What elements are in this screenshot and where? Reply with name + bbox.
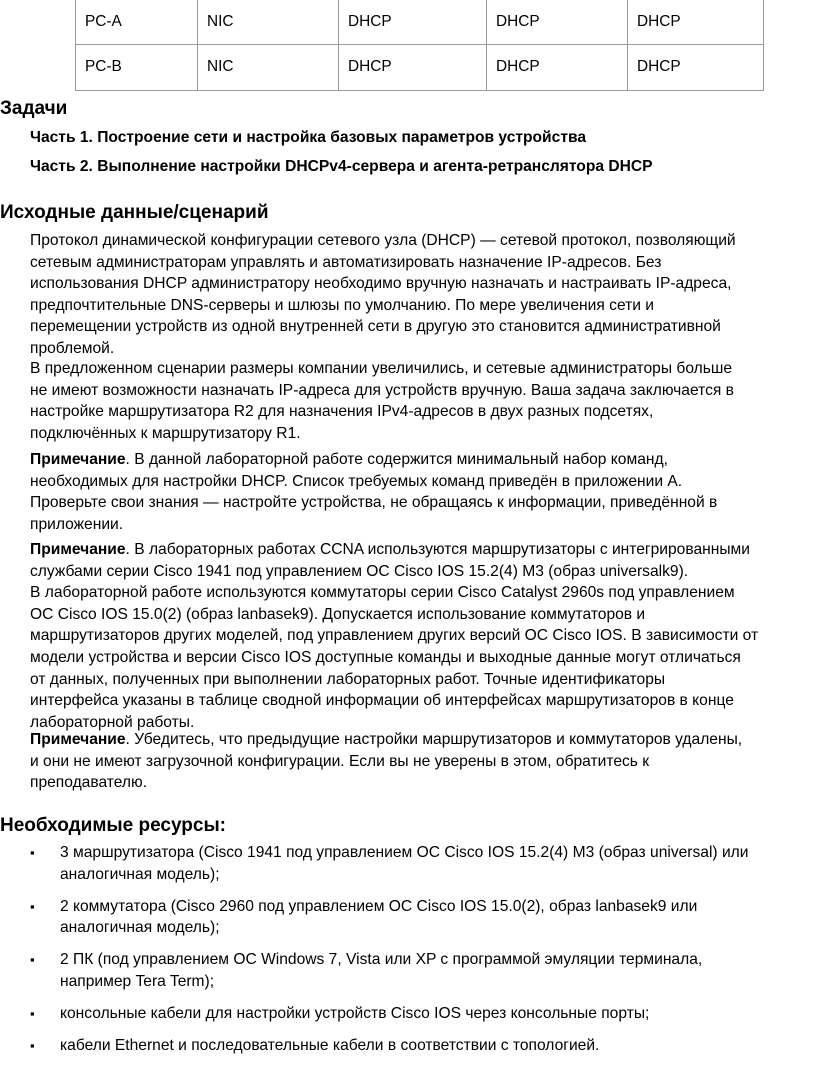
text-line: Проверьте свои знания — настройте устройства, не обращаясь к информации, приведённой в	[30, 494, 718, 512]
tasks-heading: Задачи	[0, 98, 68, 119]
table-cell: DHCP	[628, 44, 764, 90]
text-line: кабели Ethernet и последовательные кабели в соответствии с топологией.	[60, 1037, 600, 1055]
task-part-2: Часть 2. Выполнение настройки DHCPv4-сервера и агента-ретранслятора DHCP	[30, 158, 653, 175]
bullet-icon: ▪	[30, 1038, 35, 1054]
text-line: 2 ПК (под управлением ОС Windows 7, Vista или XP с программой эмуляции терминала,	[60, 951, 703, 969]
table-cell: DHCP	[487, 0, 628, 44]
text-line: лабораторной работы.	[30, 713, 195, 731]
text-line: и они не имеют загрузочной конфигурации. Если вы не уверены в этом, обратитесь к	[30, 752, 650, 770]
note-label: Примечание	[30, 451, 126, 468]
table-cell: DHCP	[339, 0, 487, 44]
list-item	[30, 1035, 810, 1057]
text-line: перемещении устройств из одной внутренней сети в другую это становится административной	[30, 318, 721, 336]
addressing-table	[75, 0, 764, 91]
text-line	[30, 539, 816, 561]
text-line: не имеют возможности назначать IP-адреса для устройств вручную. Ваша задача заключается в	[30, 381, 734, 399]
list-item	[30, 949, 810, 992]
note-label: Примечание	[30, 541, 126, 558]
text-line: проблемой.	[30, 339, 115, 357]
text-line: модели устройства и версии Cisco IOS доступные команды и выходные данные могут отличаться	[30, 648, 741, 666]
text-line: Протокол динамической конфигурации сетевого узла (DHCP) — сетевой протокол, позволяющий	[30, 232, 736, 249]
text-line: приложении.	[30, 515, 124, 533]
bullet-icon: ▪	[30, 845, 35, 860]
text-line: маршрутизаторов других моделей, под управлением других версий ОС Cisco IOS. В зависимости от	[30, 627, 759, 645]
text-line: преподавателю.	[30, 774, 148, 792]
table-cell: DHCP	[487, 44, 628, 90]
table-row	[76, 0, 764, 44]
scenario-heading: Исходные данные/сценарий	[0, 202, 269, 223]
text-line: сетевым администраторам управлять и автоматизировать назначение IP-адресов. Без	[30, 253, 662, 271]
text-line: предпочтительные DNS-серверы и шлюзы по умолчанию. По мере увеличения сети и	[30, 296, 655, 314]
text-line: 3 маршрутизатора (Cisco 1941 под управлением ОС Cisco IOS 15.2(4) M3 (образ universal) или	[60, 844, 749, 861]
text-line: службами серии Cisco 1941 под управлением ОС Cisco IOS 15.2(4) M3 (образ universalk9).	[30, 562, 689, 580]
text-line: консольные кабели для настройки устройств Cisco IOS через консольные порты;	[60, 1005, 650, 1023]
table-cell: DHCP	[339, 44, 487, 90]
table-cell: DHCP	[628, 0, 764, 44]
bullet-icon: ▪	[30, 952, 35, 968]
bullet-icon: ▪	[30, 1006, 35, 1022]
text-line: от данных, полученных при выполнении лабораторных работ. Точные идентификаторы	[30, 670, 666, 688]
note-1	[30, 449, 816, 535]
text-line	[30, 449, 816, 471]
resources-heading: Необходимые ресурсы:	[0, 815, 227, 836]
note-2	[30, 539, 816, 733]
text-line: ОС Cisco IOS 15.0(2) (образ lanbasek9). Допускается использование коммутаторов и	[30, 605, 646, 623]
text-line: необходимых для настройки DHCP. Список требуемых команд приведён в приложении А.	[30, 472, 683, 490]
scenario-paragraph-1	[30, 230, 816, 360]
text-line: использования DHCP администратору необходимо вручную назначать и настраивать IP-адреса,	[30, 275, 732, 293]
text-line: В предложенном сценарии размеры компании увеличились, и сетевые администраторы больше	[30, 360, 733, 377]
text-line: 2 коммутатора (Cisco 2960 под управлением ОС Cisco IOS 15.0(2), образ lanbasek9 или	[60, 897, 698, 915]
scenario-paragraph-2	[30, 358, 816, 444]
list-item	[30, 842, 810, 885]
text-line: например Tera Term);	[60, 972, 215, 990]
list-item	[30, 1003, 810, 1025]
text-line: настройке маршрутизатора R2 для назначения IPv4-адресов в двух разных подсетях,	[30, 403, 654, 421]
list-item	[30, 896, 810, 939]
text-line: аналогичная модель);	[60, 919, 220, 937]
text-line	[30, 729, 816, 751]
text-line: подключённых к маршрутизатору R1.	[30, 424, 301, 442]
note-3	[30, 729, 816, 794]
text-line: аналогичная модель);	[60, 865, 220, 883]
text-span: . В лабораторных работах CCNA используются маршрутизаторы с интегрированными	[125, 541, 750, 558]
text-span: . Убедитесь, что предыдущие настройки маршрутизаторов и коммутаторов удалены,	[125, 731, 743, 748]
table-cell: PC-B	[76, 44, 198, 90]
text-line: интерфейса указаны в таблице сводной информации об интерфейсах маршрутизаторов в конце	[30, 692, 734, 710]
bullet-icon: ▪	[30, 898, 35, 914]
note-label: Примечание	[30, 731, 126, 748]
text-span: . В данной лабораторной работе содержится минимальный набор команд,	[125, 451, 668, 468]
resources-list	[30, 842, 810, 1067]
table-cell: NIC	[198, 0, 339, 44]
table-cell: NIC	[198, 44, 339, 90]
table-row	[76, 44, 764, 90]
text-line: В лабораторной работе используются коммутаторы серии Cisco Catalyst 2960s под управлением	[30, 584, 735, 602]
task-part-1: Часть 1. Построение сети и настройка базовых параметров устройства	[30, 129, 587, 146]
table-cell: PC-A	[76, 0, 198, 44]
